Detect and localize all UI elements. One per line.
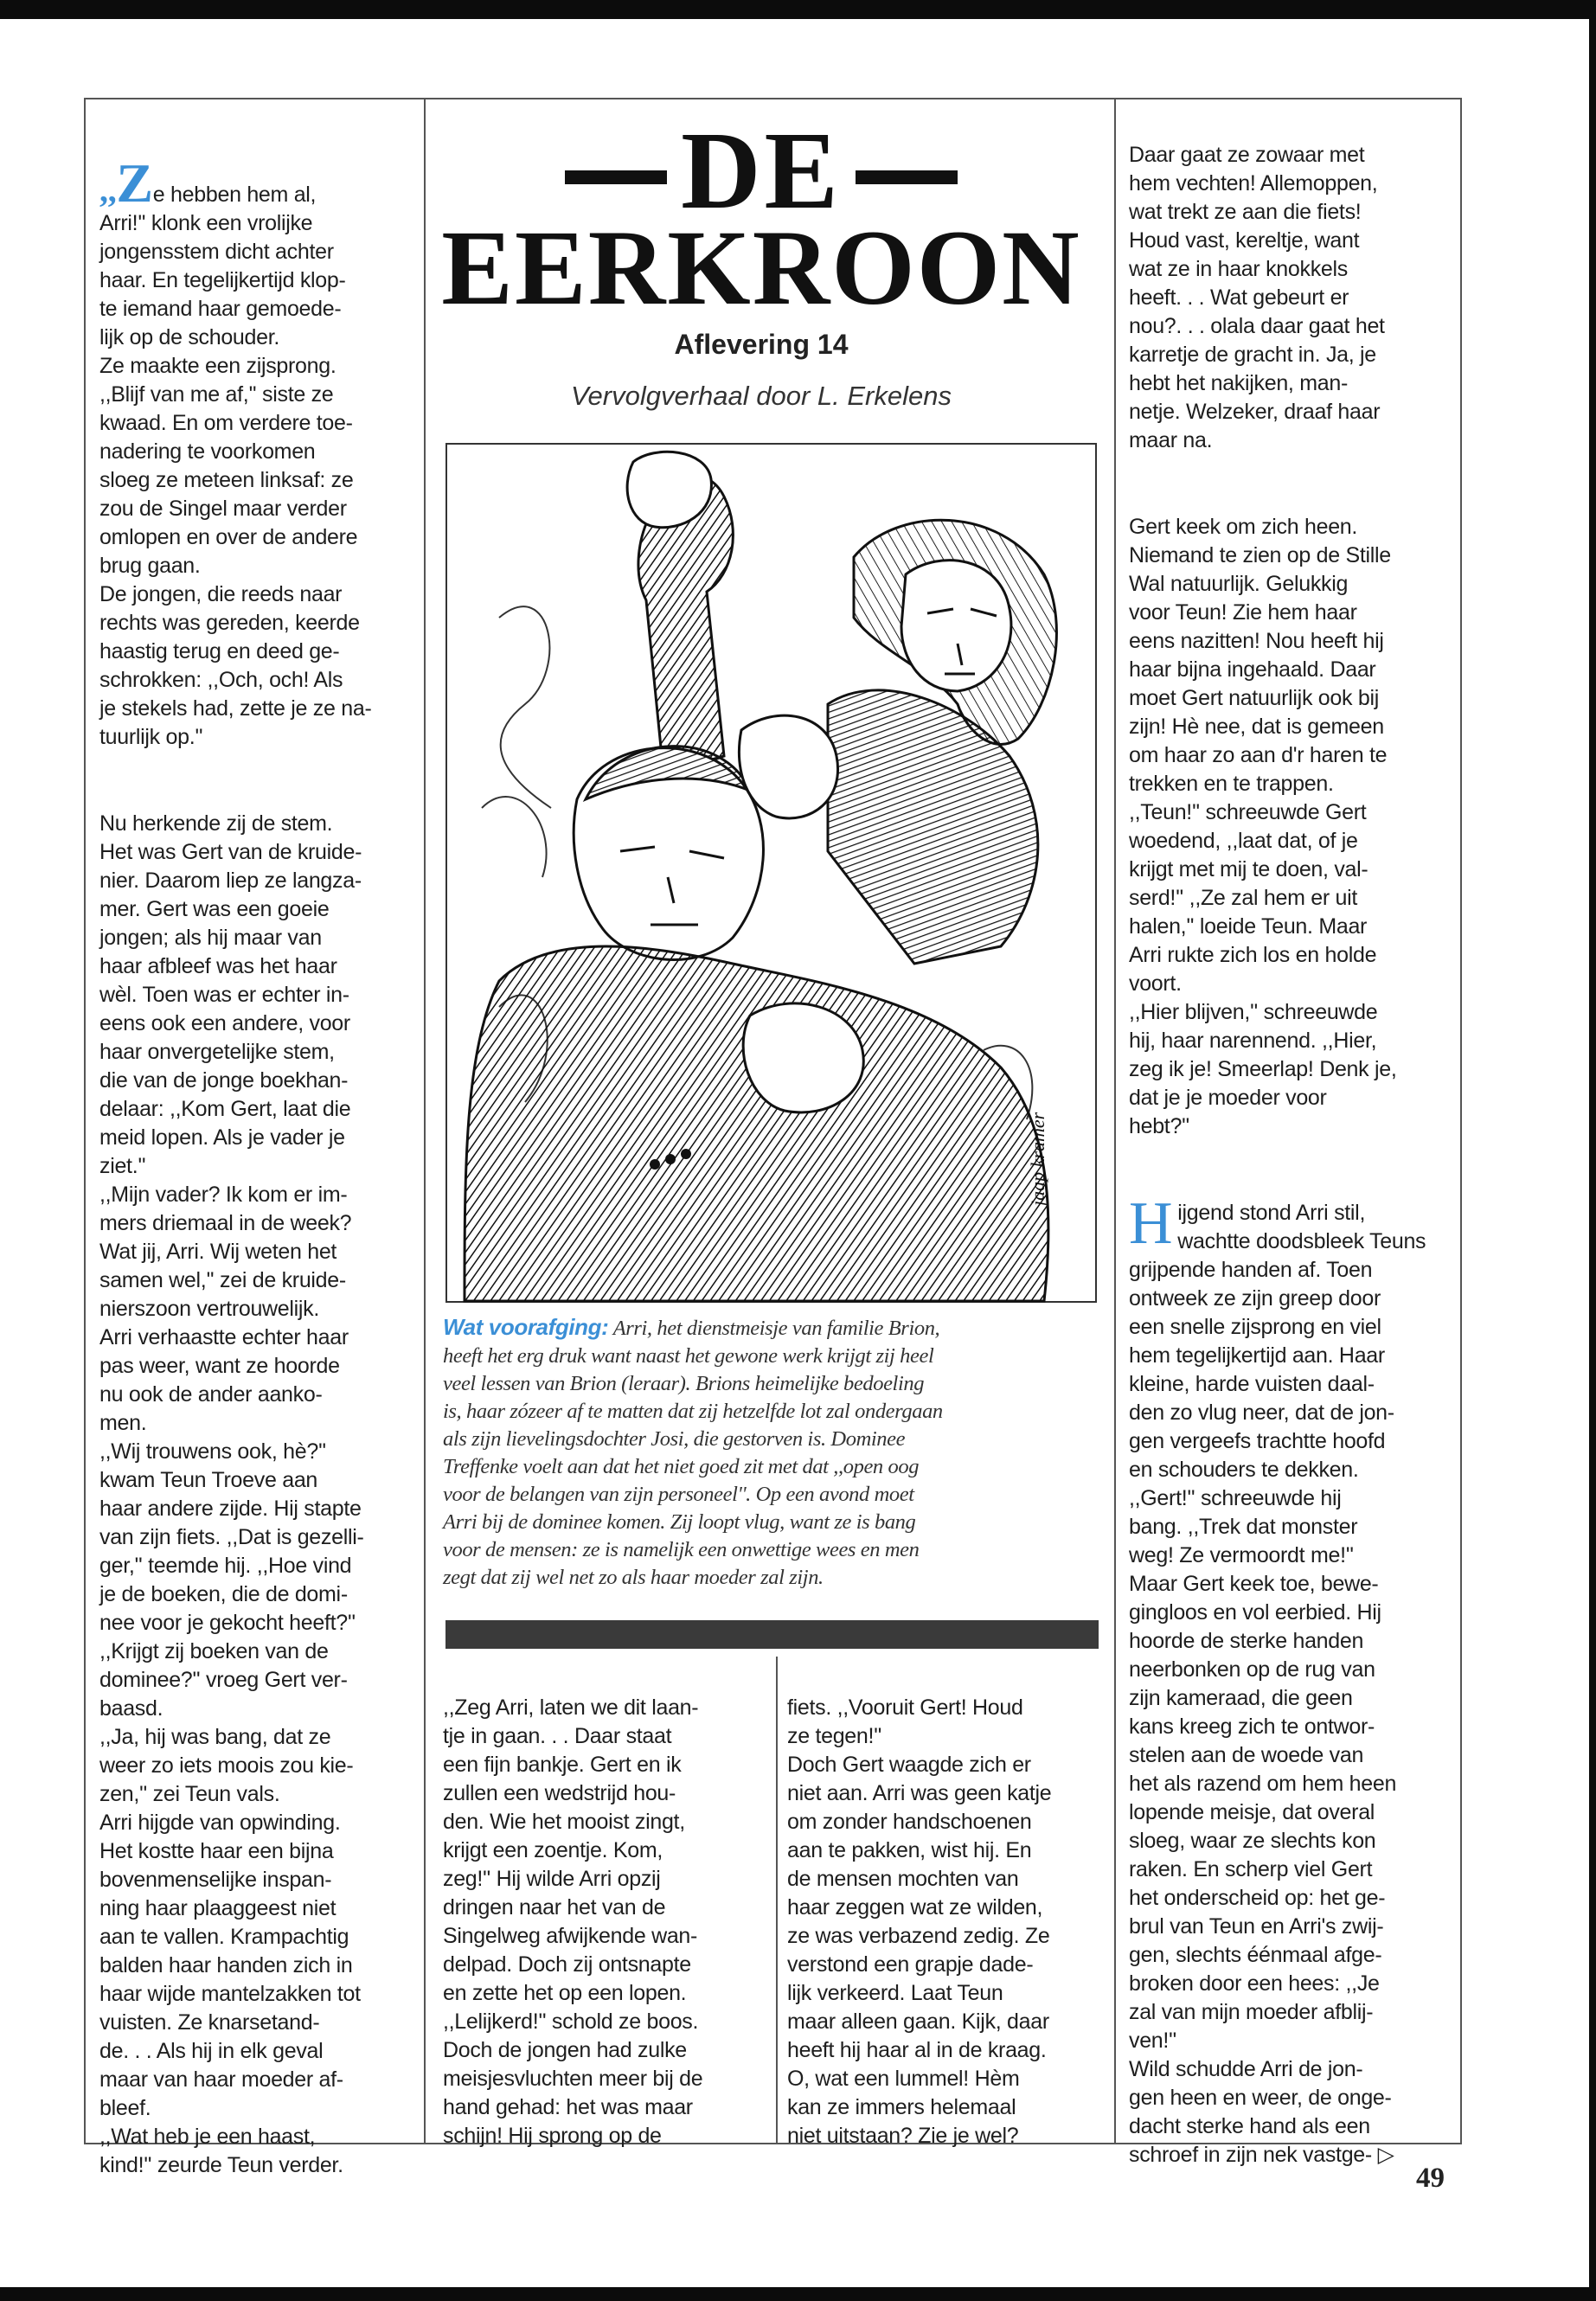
column1-text-1: e hebben hem al, Arri!'' klonk een vrolijke jongensstem dicht achter haar. En tegelijkertijd klop- te iemand haar gemoede- lijk op de schouder. Ze maakte een zijsprong. ,,Blijf van me af,'' siste ze kwaad. En om verdere toe- nadering te voorkomen sloeg ze meteen linksaf: ze zou de Singel maar verder omlopen en over de andere brug gaan. De jongen, die reeds naar rechts was gereden, keerde haastig terug en deed ge- schrokken: ,,Och, och! Als je stekels had, zette je ze na- tuurlijk op.'' <box>99 183 372 749</box>
summary-box <box>443 1313 1100 1592</box>
column1-paragraph-1 <box>99 152 415 752</box>
column-rule-3 <box>776 1657 778 2144</box>
title-dash-left <box>565 170 667 184</box>
column2-paragraph: ,,Zeg Arri, laten we dit laan- tje in gaan. . . Daar staat een fijn bankje. Gert en ik zullen een wedstrijd hou- den. Wie het mooist zingt, krijgt een zoentje. Kom, zeg!'' Hij wilde Arri opzij dringen naar het van de Singelweg afwijkende wan- delpad. Doch zij ontsnapte en zette het op een lopen. ,,Lelijkerd!'' schold ze boos. Doch de jongen had zulke meisjesvluchten meer bij de hand gehad: het was maar schijn! Hij sprong op de <box>443 1695 703 2148</box>
dropcap-z: Z <box>116 152 153 214</box>
summary-lead: Wat voorafging: <box>443 1314 609 1340</box>
scan-edge-top <box>0 0 1596 19</box>
article-column-4 <box>1129 112 1456 2167</box>
man-jacket <box>465 946 1048 1301</box>
opening-quote: ,, <box>99 170 117 209</box>
column-rule-1 <box>424 98 426 2144</box>
page-number: 49 <box>1416 2163 1445 2194</box>
column1-paragraph-2: Nu herkende zij de stem. Het was Gert van de kruide- nier. Daarom liep ze langza- mer. Gert was een goeie jongen; als hij maar van haar afbleef was het haar wèl. Toen was er echter in- eens ook een andere, voor haar onvergetelijke stem, die van de jonge boekhan- delaar: ,,Kom Gert, laat die meid lopen. Als je vader je ziet.'' ,,Mijn vader? Ik kom er im- mers driemaal in de week? Wat jij, Arri. Wij weten het samen wel,'' zei de kruide- nierszoon vertrouwelijk. Arri verhaastte echter haar pas weer, want ze hoorde nu ook de ander aanko- men. ,,Wij trouwens ook, hè?'' kwam Teun Troeve aan haar andere zijde. Hij stapte van zijn fiets. ,,Dat is gezelli- ger,'' teemde hij. ,,Hoe vind je de boeken, die de domi- nee voor je gekocht heeft?'' ,,Krijgt zij boeken van de dominee?'' vroeg Gert ver- baasd. ,,Ja, hij was bang, dat ze weer zo iets moois zou kie- zen,'' zei Teun vals. Arri hijgde van opwinding. Het kostte haar een bijna bovenmenselijke inspan- ning haar plaaggeest niet aan te vallen. Krampachtig balden haar handen zich in haar wijde mantelzakken tot vuisten. Ze knarsetand- de. . . Als hij in elk geval maar van haar moeder af- bleef. ,,Wat heb je een haast, kind!'' zeurde Teun verder. <box>99 811 364 2177</box>
episode-label: Aflevering 14 <box>674 329 849 360</box>
title-dash-right <box>856 170 958 184</box>
dropcap-h: H <box>1129 1190 1173 1257</box>
ink-drawing <box>447 445 1095 1301</box>
scan-edge-right <box>1589 0 1596 2301</box>
illustration <box>445 443 1097 1303</box>
divider-bar <box>445 1620 1099 1649</box>
article-column-3 <box>787 1665 1112 2148</box>
column3-paragraph: fiets. ,,Vooruit Gert! Houd ze tegen!'' Doch Gert waagde zich er niet aan. Arri was geen katje om zonder handschoenen aan te pakken, wist hij. En de mensen mochten van haar zeggen wat ze wilden, ze was verbazend zedig. Ze verstond een grapje dade- lijk verkeerd. Laat Teun maar alleen gaan. Kijk, daar heeft hij haar al in de kraag. O, wat een lummel! Hèm kan ze immers helemaal niet uitstaan? Zie je wel? <box>787 1695 1052 2148</box>
scan-edge-bottom <box>0 2287 1596 2301</box>
article-column-1 <box>99 134 415 2177</box>
article-column-2 <box>443 1665 772 2148</box>
man-hand <box>743 1003 863 1112</box>
continue-arrow-icon: ▷ <box>1371 2143 1394 2167</box>
woman-face <box>901 561 1011 691</box>
summary-text: Arri, het dienstmeisje van familie Brion, heeft het erg druk want naast het gewone werk krijgt zij heel veel lessen van Brion (leraar). Brions heimelijke bedoeling is, haar zózeer af te matten dat zij hetzelfde lot zal ondergaan als zijn lievelingsdochter Josi, die gestorven is. Dominee Treffenke voelt aan dat het niet goed zit met dat ,,open oog voor de belangen van zijn personeel''. Op een avond moet Arri bij de dominee komen. Zij loopt vlug, want ze is bang voor de mensen: ze is namelijk een onwettige wees en men zegt dat zij wel net zo als haar moeder zal zijn. <box>443 1317 943 1589</box>
column4-paragraph-1: Daar gaat ze zowaar met hem vechten! Allemoppen, wat trekt ze aan die fiets! Houd vast, kereltje, want wat ze in haar knokkels heeft. . . Wat gebeurt er nou?. . . olala daar gaat het karretje de gracht in. Ja, je hebt het nakijken, man- netje. Welzeker, draaf haar maar na. <box>1129 143 1385 452</box>
page-title: EERKROON <box>441 208 1081 327</box>
column4-text-3: ijgend stond Arri stil, wachtte doodsbleek Teuns grijpende handen af. Toen ontweek ze zijn greep door een snelle zijsprong en viel hem tegelijkertijd aan. Haar kleine, harde vuisten daal- den zo vlug neer, dat de jon- gen vergeefs trachtte hoofd en schouders te dekken. ,,Gert!'' schreeuwde hij bang. ,,Trek dat monster weg! Ze vermoordt me!'' Maar Gert keek toe, bewe- gingloos en vol eerbied. Hij hoorde de sterke handen neerbonken op de rug van zijn kameraad, die geen kans kreeg zich te ontwor- stelen aan de woede van het als razend om hem heen lopende meisje, dat overal sloeg, waar ze slechts kon raken. En scherp viel Gert het onderscheid op: het ge- brul van Teun en Arri's zwij- gen, slechts éénmaal afge- broken door een hees: ,,Je zal van mijn moeder afblij- ven!'' Wild schudde Arri de jon- gen heen en weer, de onge- dacht sterke hand als een schroef in zijn nek vastge- <box>1129 1201 1426 2167</box>
column4-paragraph-3 <box>1129 1190 1456 2170</box>
illustration-signature: jaap kramer <box>1027 1112 1048 1206</box>
title-prefix-text: DE <box>681 109 842 232</box>
column4-paragraph-2: Gert keek om zich heen. Niemand te zien op de Stille Wal natuurlijk. Gelukkig voor Teun! Zie hem haar eens nazitten! Nou heeft hij haar bijna ingehaald. Daar moet Gert natuurlijk ook bij zijn! Hè nee, dat is gemeen om haar zo aan d'r haren te trekken en te trappen. ,,Teun!'' schreeuwde Gert woedend, ,,laat dat, of je krijgt met mij te doen, val- serd!'' ,,Ze zal hem er uit halen,'' loeide Teun. Maar Arri rukte zich los en holde voort. ,,Hier blijven,'' schreeuwde hij, haar narennend. ,,Hier, zeg ik je! Smeerlap! Denk je, dat je je moeder voor hebt?'' <box>1129 515 1397 1138</box>
byline: Vervolgverhaal door L. Erkelens <box>571 381 952 411</box>
column-rule-2 <box>1114 98 1116 2144</box>
